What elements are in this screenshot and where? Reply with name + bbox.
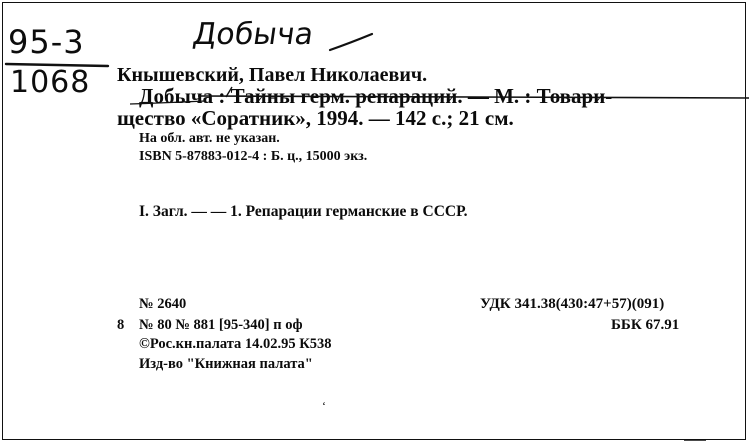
- tracing-line: I. Загл. — — 1. Репарации германские в СССР.: [139, 203, 468, 220]
- title-line-1: Добыча : Тайны герм. репараций. — М. : Товари-: [139, 84, 613, 108]
- chamber-line: ©Рос.кн.палата 14.02.95 К538: [139, 336, 332, 352]
- accession-line: № 80 № 881 [95-340] п оф: [139, 317, 303, 333]
- card-prefix-number: 8: [117, 317, 125, 333]
- author-heading: Кнышевский, Павел Николаевич.: [117, 64, 428, 86]
- isbn-line: ISBN 5-87883-012-4 : Б. ц., 15000 экз.: [139, 149, 368, 164]
- handwritten-title-note: Добыча: [190, 17, 316, 52]
- handwritten-call-number-top: 95-3: [8, 23, 85, 61]
- udk-code: УДК 341.38(430:47+57)(091): [480, 296, 665, 312]
- handwritten-call-number-bottom: 1068: [10, 65, 91, 100]
- bbk-code: ББК 67.91: [611, 317, 680, 333]
- title-line-2: щество «Соратник», 1994. — 142 с.; 21 см.: [117, 106, 514, 130]
- note-line-1: На обл. авт. не указан.: [139, 131, 280, 146]
- registration-number: № 2640: [139, 296, 187, 312]
- publisher-line: Изд-во "Книжная палата": [139, 356, 313, 372]
- stray-mark: ‘: [322, 399, 326, 413]
